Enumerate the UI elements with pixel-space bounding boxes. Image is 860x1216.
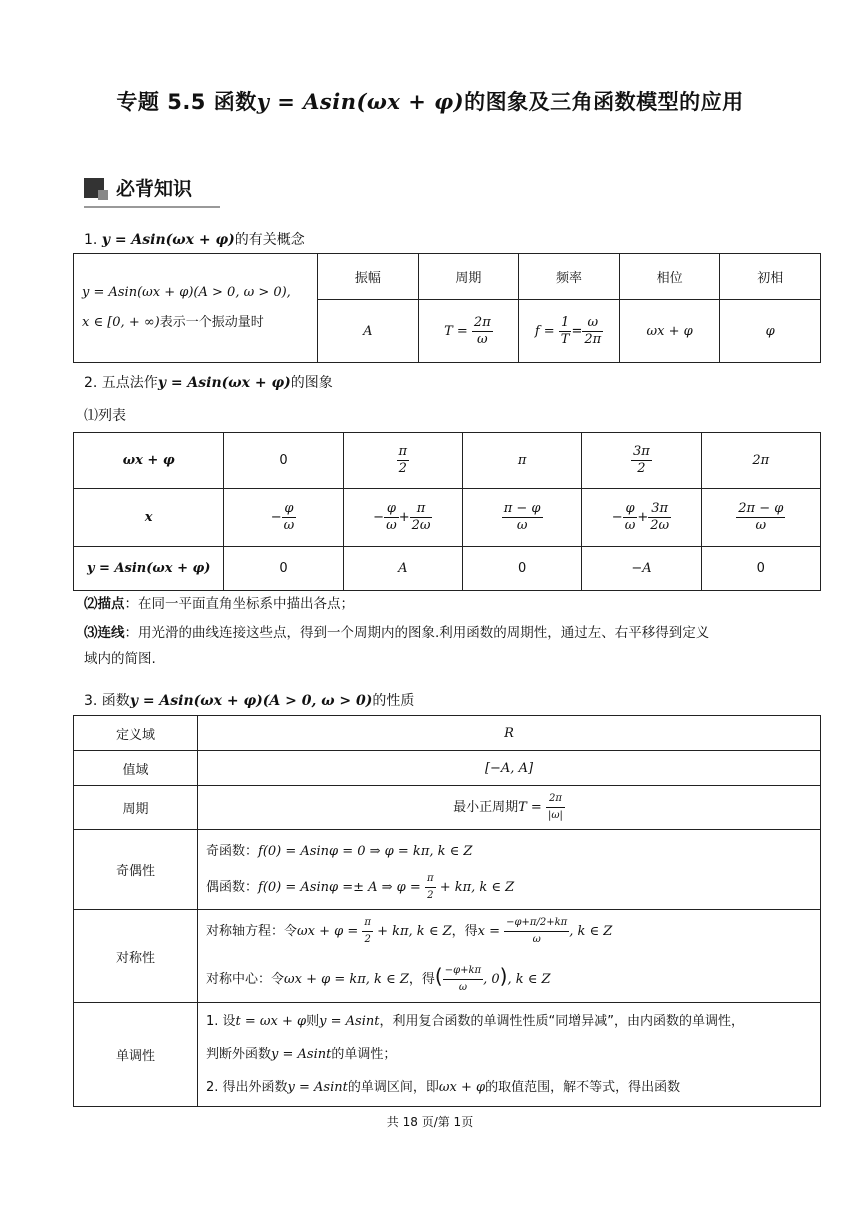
period-label: 周期 xyxy=(74,786,198,830)
badge-underline xyxy=(84,206,220,208)
badge-square-inner xyxy=(98,190,108,200)
properties-table xyxy=(73,715,821,1107)
phase-value: ωx + φ xyxy=(619,300,720,363)
cell: −A xyxy=(582,547,701,591)
title-prefix: 专题 5.5 函数 xyxy=(116,90,257,114)
symmetry-value: 对称轴方程：令ωx + φ = $\frac{\pi}{2}$ + kπ, k ∈ Z，得x = $\frac{-\varphi+\pi/2+k\pi}{\omega}$ , k ∈ Z 对称中心：令ωx + φ = kπ, k ∈ Z，得( $\frac{-\varphi+k\pi}{\omega}$ , 0), k ∈ Z xyxy=(198,910,821,1003)
cell: π xyxy=(463,433,582,489)
concept-table xyxy=(73,253,821,363)
section2-heading: 2. 五点法作y = Asin(ωx + φ)的图象 xyxy=(84,375,333,391)
plot-step: ⑵描点：在同一平面直角坐标系中描出各点； xyxy=(84,596,354,612)
cell: 0 xyxy=(701,547,820,591)
period-value: 最小正周期T = $\frac{2\pi}{|\omega|}$ xyxy=(198,786,821,830)
page-title xyxy=(0,86,860,116)
cell: A xyxy=(343,547,462,591)
cell: 2π xyxy=(701,433,820,489)
cell: $\frac{\pi - \varphi}{\omega}$ xyxy=(463,489,582,547)
section-badge xyxy=(84,174,220,208)
five-point-table xyxy=(73,432,821,591)
monotonicity-value: 1. 设t = ωx + φ则y = Asint，利用复合函数的单调性性质“同增异减”，由内函数的单调性， 判断外函数y = Asint的单调性； 2. 得出外函数y = Asint的单调区间，即ωx + φ的取值范围，解不等式，得出函数 xyxy=(198,1003,821,1107)
symmetry-label: 对称性 xyxy=(74,910,198,1003)
range-label: 值域 xyxy=(74,751,198,786)
row-y-label: y = Asin(ωx + φ) xyxy=(74,547,224,591)
amplitude-value: A xyxy=(318,300,419,363)
cell: $\frac{2\pi - \varphi}{\omega}$ xyxy=(701,489,820,547)
list-step-label: ⑴列表 xyxy=(84,408,126,424)
header-amplitude: 振幅 xyxy=(318,254,419,300)
header-phase: 相位 xyxy=(619,254,720,300)
section3-heading: 3. 函数y = Asin(ωx + φ)(A > 0, ω > 0)的性质 xyxy=(84,693,415,709)
row-phase-label: ωx + φ xyxy=(74,433,224,489)
section1-heading: 1. y = Asin(ωx + φ)的有关概念 xyxy=(84,232,305,248)
range-value: [−A, A] xyxy=(198,751,821,786)
title-suffix: 的图象及三角函数模型的应用 xyxy=(464,90,744,114)
header-initial-phase: 初相 xyxy=(720,254,821,300)
period-value: T = $\frac{2\pi}{\omega}$ xyxy=(418,300,519,363)
cell: $\frac{\pi}{2}$ xyxy=(343,433,462,489)
cell: 0 xyxy=(224,547,343,591)
cell: − $\frac{\varphi}{\omega}$ xyxy=(224,489,343,547)
title-formula: y = Asin(ωx + φ) xyxy=(256,89,465,114)
cell: − $\frac{\varphi}{\omega}$ + $\frac{3\pi}{2\omega}$ xyxy=(582,489,701,547)
concept-description: y = Asin(ωx + φ)(A > 0, ω > 0), x ∈ [0, + ∞)表示一个振动量时 xyxy=(74,254,318,363)
domain-label: 定义域 xyxy=(74,716,198,751)
row-x-label: x xyxy=(74,489,224,547)
connect-step: ⑶连线：用光滑的曲线连接这些点，得到一个周期内的图象.利用函数的周期性，通过左、右平移得到定义 域内的简图. xyxy=(84,625,710,667)
badge-label: 必背知识 xyxy=(116,178,193,200)
initial-phase-value: φ xyxy=(720,300,821,363)
header-period: 周期 xyxy=(418,254,519,300)
domain-value: R xyxy=(198,716,821,751)
frequency-value: f = $\frac{1}{T}$ = $\frac{\omega}{2\pi}$ xyxy=(519,300,620,363)
parity-value: 奇函数：f(0) = Asinφ = 0 ⇒ φ = kπ, k ∈ Z 偶函数：f(0) = Asinφ =± A ⇒ φ = $\frac{\pi}{2}$ + kπ, k ∈ Z xyxy=(198,830,821,910)
cell: 0 xyxy=(463,547,582,591)
parity-label: 奇偶性 xyxy=(74,830,198,910)
cell: 0 xyxy=(224,433,343,489)
header-frequency: 频率 xyxy=(519,254,620,300)
cell: $\frac{3\pi}{2}$ xyxy=(582,433,701,489)
cell: − $\frac{\varphi}{\omega}$ + $\frac{\pi}{2\omega}$ xyxy=(343,489,462,547)
page-footer: 共 18 页/第 1页 xyxy=(386,1115,474,1129)
monotonicity-label: 单调性 xyxy=(74,1003,198,1107)
